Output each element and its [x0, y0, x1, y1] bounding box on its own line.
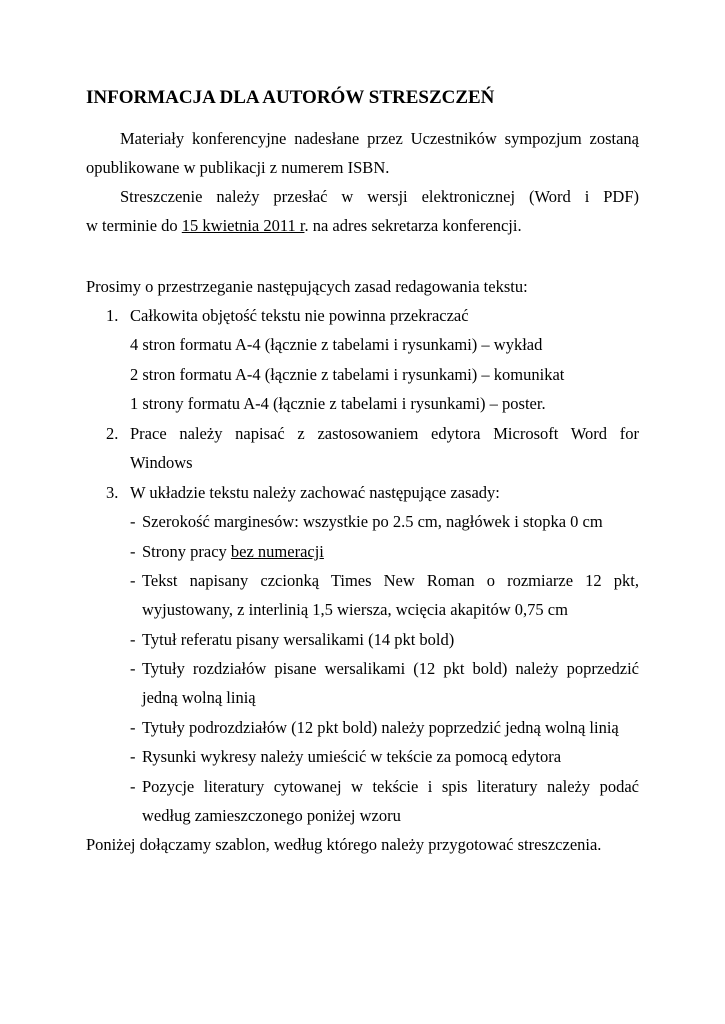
- intro-p2-text-post: . na adres sekretarza konferencji.: [304, 216, 522, 235]
- subrule-title: Tytuł referatu pisany wersalikami (14 pkt bold): [142, 630, 455, 649]
- subrule-2-text: Strony pracy: [142, 542, 231, 561]
- subrule-references-line1: Pozycje literatury cytowanej w tekście i spis literatury należy podać: [142, 777, 639, 796]
- subrule-4-dash: -: [130, 630, 136, 649]
- rule-1-line4: 1 strony formatu A-4 (łącznie z tabelami i rysunkami) – poster.: [130, 394, 546, 413]
- subrule-font-line1: Tekst napisany czcionką Times New Roman o rozmiarze 12 pkt,: [142, 571, 639, 590]
- rules-intro: Prosimy o przestrzeganie następujących zasad redagowania tekstu:: [86, 277, 528, 296]
- subrule-chapters-line2: jedną wolną linią: [142, 688, 256, 707]
- subrule-2-dash: -: [130, 542, 136, 561]
- closing-text: Poniżej dołączamy szablon, według którego należy przygotować streszczenia.: [86, 835, 602, 854]
- intro-p2-line1: Streszczenie należy przesłać w wersji elektronicznej (Word i PDF): [120, 187, 639, 206]
- subrule-6-dash: -: [130, 718, 136, 737]
- rule-1-line3: 2 stron formatu A-4 (łącznie z tabelami i rysunkami) – komunikat: [130, 365, 565, 384]
- subrule-subchapters: Tytuły podrozdziałów (12 pkt bold) należy poprzedzić jedną wolną linią: [142, 718, 619, 737]
- subrule-1-dash: -: [130, 512, 136, 531]
- subrule-chapters-line1: Tytuły rozdziałów pisane wersalikami (12 pkt bold) należy poprzedzić: [142, 659, 639, 678]
- subrule-3-dash: -: [130, 571, 136, 590]
- rule-1-line2: 4 stron formatu A-4 (łącznie z tabelami i rysunkami) – wykład: [130, 335, 543, 354]
- subrule-margins: Szerokość marginesów: wszystkie po 2.5 cm, nagłówek i stopka 0 cm: [142, 512, 603, 531]
- rule-3-number: 3.: [106, 483, 119, 502]
- rule-1-line1: Całkowita objętość tekstu nie powinna przekraczać: [130, 306, 469, 325]
- rule-1-number: 1.: [106, 306, 119, 325]
- rule-2-line2: Windows: [130, 453, 193, 472]
- rule-2-line1: Prace należy napisać z zastosowaniem edytora Microsoft Word for: [130, 424, 639, 443]
- subrule-8-dash: -: [130, 777, 136, 796]
- subrule-no-numbering: [142, 541, 324, 563]
- no-numbering-underlined: bez numeracji: [230, 542, 324, 561]
- subrule-references-line2: według zamieszczonego poniżej wzoru: [142, 806, 401, 825]
- document-title: INFORMACJA DLA AUTORÓW STRESZCZEŃ: [86, 87, 495, 108]
- intro-p1-line1: Materiały konferencyjne nadesłane przez Uczestników sympozjum zostaną: [120, 129, 639, 148]
- deadline-date: 15 kwietnia 2011 r: [181, 216, 305, 235]
- subrule-font-line2: wyjustowany, z interlinią 1,5 wiersza, wcięcia akapitów 0,75 cm: [142, 600, 568, 619]
- subrule-7-dash: -: [130, 747, 136, 766]
- rule-2-number: 2.: [106, 424, 119, 443]
- intro-p2-line2: [86, 215, 522, 237]
- rule-3-line1: W układzie tekstu należy zachować następujące zasady:: [130, 483, 500, 502]
- intro-p2-text-pre: w terminie do: [86, 216, 182, 235]
- subrule-5-dash: -: [130, 659, 136, 678]
- intro-p1-line2: opublikowane w publikacji z numerem ISBN.: [86, 158, 390, 177]
- subrule-figures: Rysunki wykresy należy umieścić w tekście za pomocą edytora: [142, 747, 562, 766]
